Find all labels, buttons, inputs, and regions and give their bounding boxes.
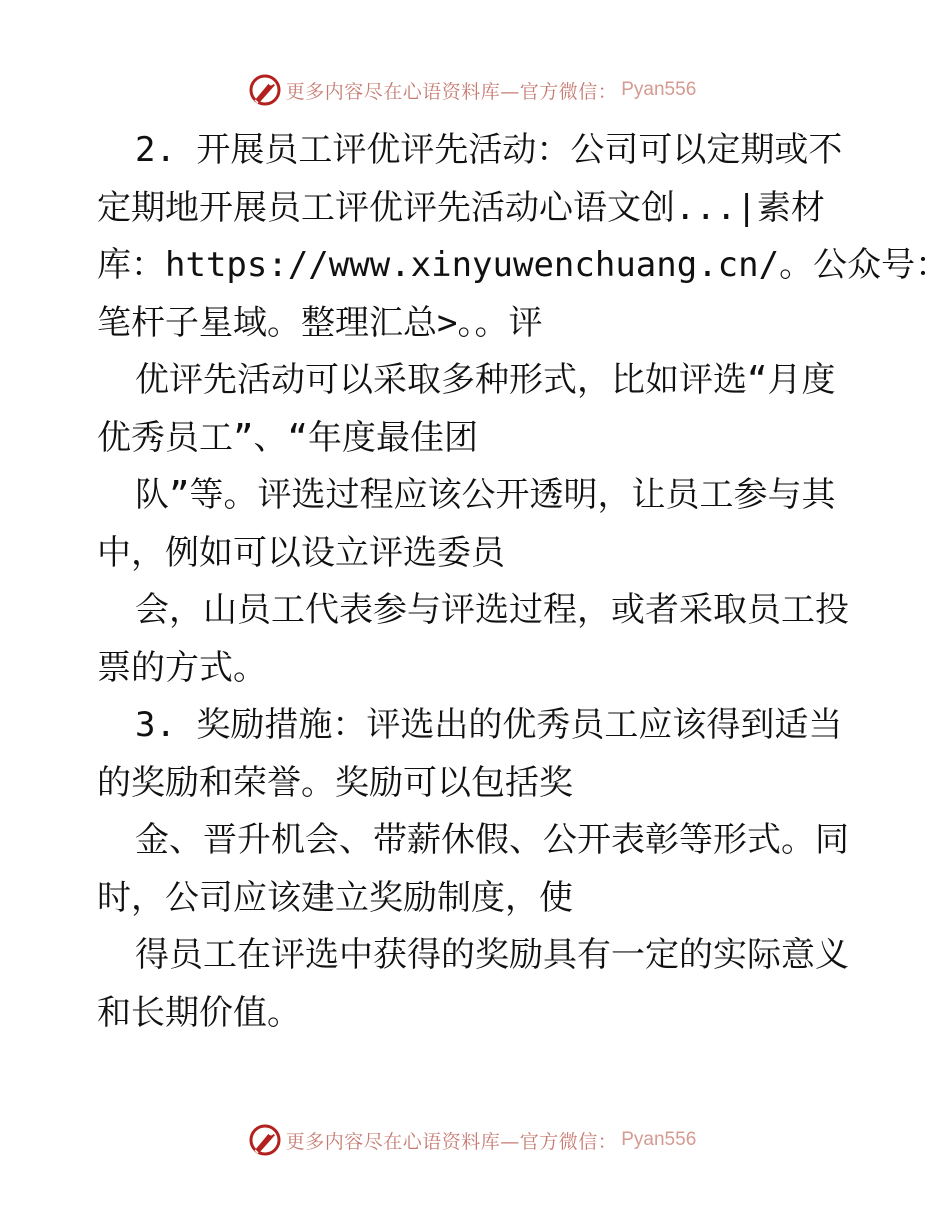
banner-text: 更多内容尽在心语资料库—官方微信： (285, 1130, 618, 1153)
text-line: 票的方式。 (97, 647, 267, 688)
banner-text: 更多内容尽在心语资料库—官方微信： (285, 80, 618, 103)
text-line: 队”等。评选过程应该公开透明，让员工参与其 (135, 475, 836, 515)
text-line: 时，公司应该建立奖励制度，使 (97, 877, 573, 918)
header-banner (0, 70, 950, 110)
wechat-id: Pyan556 (621, 1129, 697, 1150)
text-line: 的奖励和荣誉。奖励可以包括奖 (97, 762, 573, 803)
pen-logo-icon (248, 1123, 282, 1157)
text-line: 库：https://www.xinyuwenchuang.cn/。公众号： (97, 245, 950, 285)
text-line: 3. 奖励措施：评选出的优秀员工应该得到适当 (135, 705, 843, 745)
text-line: 优评先活动可以采取多种形式，比如评选“月度 (135, 360, 836, 400)
text-line: 金、晋升机会、带薪休假、公开表彰等形式。同 (135, 820, 849, 860)
wechat-id: Pyan556 (621, 79, 697, 100)
text-line: 会，山员工代表参与评选过程，或者采取员工投 (135, 590, 849, 630)
document-body (97, 122, 950, 1042)
footer-banner-content (248, 1123, 697, 1157)
header-banner-content (248, 73, 697, 107)
text-line: 优秀员工”、“年度最佳团 (97, 417, 478, 458)
text-line: 得员工在评选中获得的奖励具有一定的实际意义 (135, 935, 849, 975)
text-line: 2. 开展员工评优评先活动：公司可以定期或不 (135, 130, 843, 170)
text-line: 笔杆子星域。整理汇总>。。评 (97, 302, 543, 343)
footer-banner (0, 1120, 950, 1160)
text-line: 定期地开展员工评优评先活动心语文创...|素材 (97, 187, 825, 228)
pen-logo-icon (248, 73, 282, 107)
text-line: 和长期价值。 (97, 992, 301, 1033)
text-line: 中，例如可以设立评选委员 (97, 532, 505, 573)
